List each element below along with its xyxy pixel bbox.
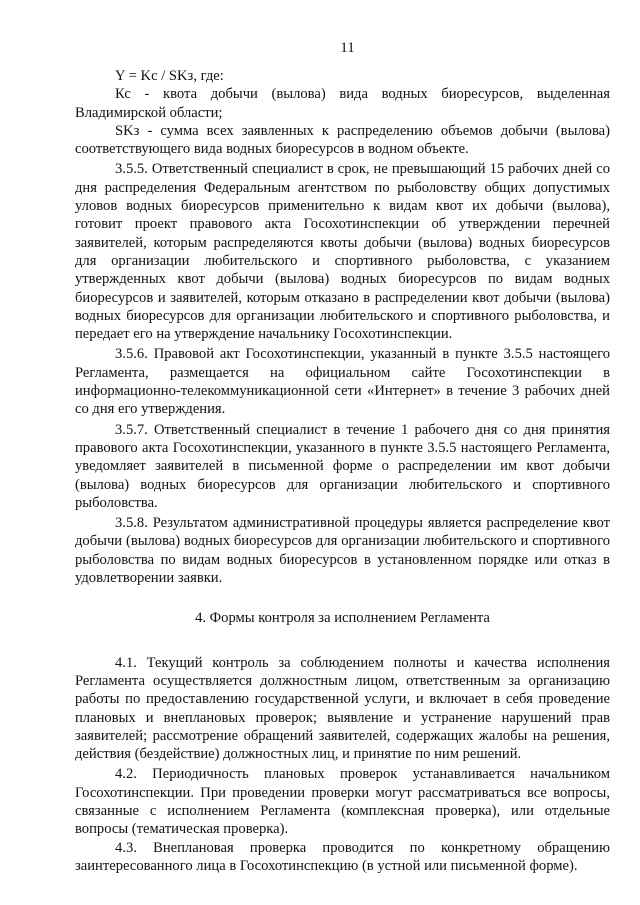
paragraph-4-3: 4.3. Внеплановая проверка проводится по конкретному обращению заинтересованного лица в Госохотинспекцию (в устной или письменной форме). xyxy=(75,839,610,874)
paragraph-3-5-8: 3.5.8. Результатом административной процедуры является распределение квот добычи (вылова) водных биоресурсов для организации любительского и спортивного рыболовства по видам водных биоресурсов в установленном порядке или отказ в удовлетворении заявки. xyxy=(75,515,610,587)
paragraph-3-5-7: 3.5.7. Ответственный специалист в течение 1 рабочего дня со дня принятия правового акта Госохотинспекции, указанного в пункте 3.5.5 настоящего Регламента, уведомляет заявителей в письменной форме о распределении им квот добычи (вылова) водных биоресурсов для организации любительского и спортивного рыболовства. xyxy=(75,421,610,511)
paragraph-4-2: 4.2. Периодичность плановых проверок устанавливается начальником Госохотинспекции. При проведении проверки могут рассматриваться все вопросы, связанные с исполнением Регламента (комплексная проверка), или отдельные вопросы (тематическая проверка). xyxy=(75,766,610,838)
paragraph-4-1: 4.1. Текущий контроль за соблюдением полноты и качества исполнения Регламента осуществляется должностным лицом, ответственным за организацию работы по предоставлению государственной услуги, и включает в себя проведение плановых и внеплановых проверок; выявление и устранение нарушений прав заявителей; рассмотрение обращений заявителей, содержащих жалобы на решения, действия (бездействие) должностных лиц, и принятие по ним решений. xyxy=(75,654,610,763)
definition-skz: SKз - сумма всех заявленных к распределению объемов добычи (вылова) соответствующего вида водных биоресурсов в водном объекте. xyxy=(75,122,610,158)
section-heading: 4. Формы контроля за исполнением Регламента xyxy=(195,610,490,627)
page-number: 11 xyxy=(340,40,355,56)
paragraph-3-5-5: 3.5.5. Ответственный специалист в срок, не превышающий 15 рабочих дней со дня распределения Федеральным агентством по рыболовству общих допустимых уловов водных биоресурсов применительно к видам квот их добычи (вылова), готовит проект правового акта Госохотинспекции об утверждении перечней заявителей, которым распределяются квоты добычи (вылова) водных биоресурсов для организации любительского и спортивного рыболовства, с указанием утвержденных квот добычи (вылова) водных биоресурсов по видам водных биоресурсов и заявителей, которым отказано в распределении квот добычи (вылова) водных биоресурсов для организации любительского и спортивного рыболовства, и передает его на утверждение начальнику Госохотинспекции. xyxy=(75,161,610,343)
formula-line: Y = Kc / SKз, где: xyxy=(115,68,224,84)
paragraph-3-5-6: 3.5.6. Правовой акт Госохотинспекции, указанный в пункте 3.5.5 настоящего Регламента, размещается на официальном сайте Госохотинспекции в информационно-телекоммуникационной сети «Интернет» в течение 3 рабочих дней со дня его утверждения. xyxy=(75,346,610,418)
definition-kc: Кс - квота добычи (вылова) вида водных биоресурсов, выделенная Владимирской области; xyxy=(75,86,610,121)
